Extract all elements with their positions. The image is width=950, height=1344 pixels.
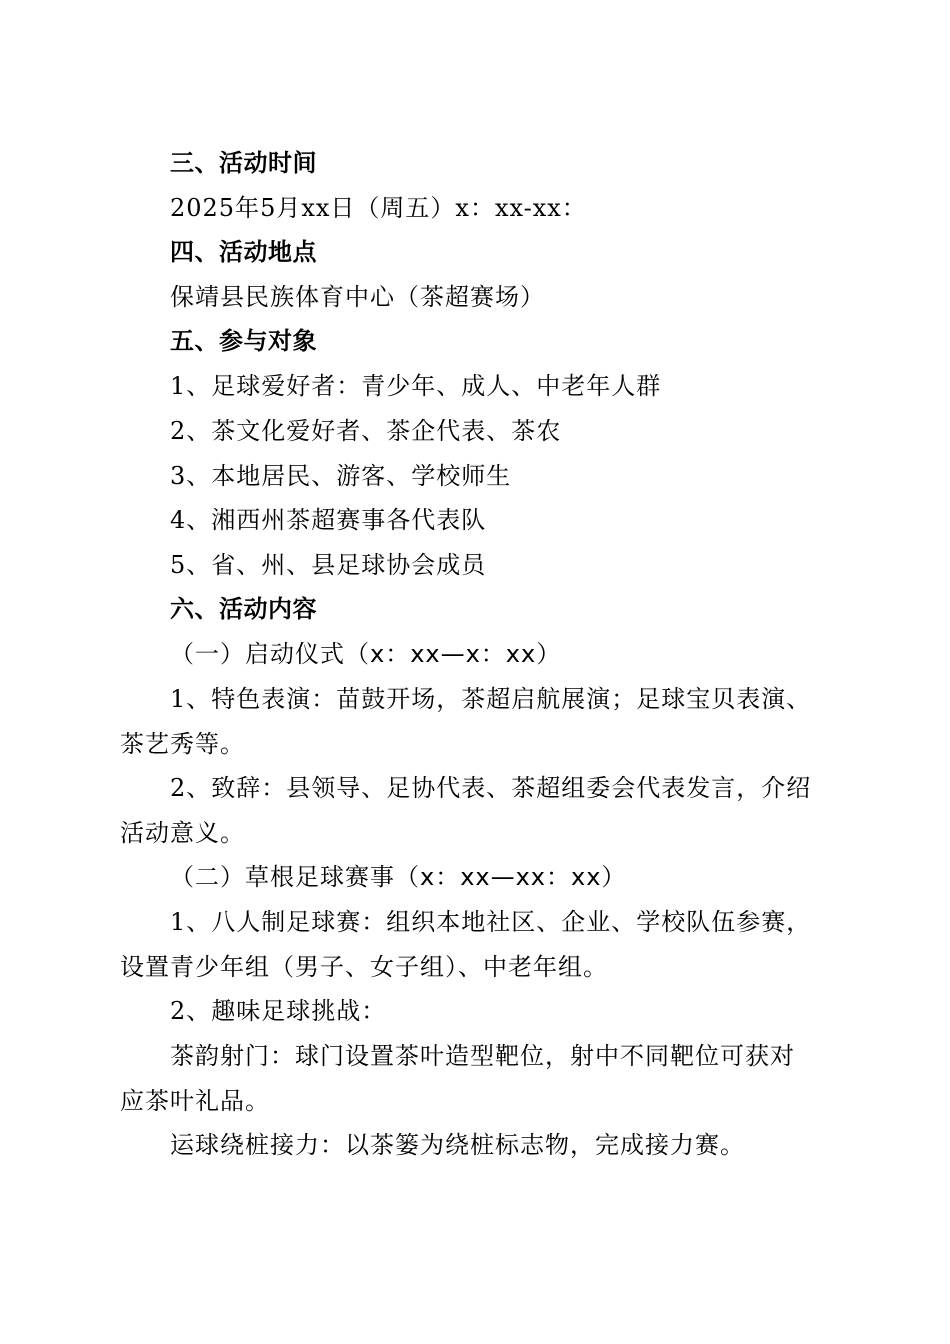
part-2-item-2: 2、趣味足球挑战： (170, 997, 387, 1025)
part-1-title: （一）启动仪式（x：xx—x：xx） (170, 640, 562, 668)
part-2-item-1-line-1: 1、八人制足球赛：组织本地社区、企业、学校队伍参赛， (170, 908, 812, 936)
participant-item: 2、茶文化爱好者、茶企代表、茶农 (170, 417, 562, 445)
section-4-body: 保靖县民族体育中心（茶超赛场） (170, 283, 545, 311)
participant-item: 4、湘西州茶超赛事各代表队 (170, 506, 487, 534)
participant-item: 1、足球爱好者：青少年、成人、中老年人群 (170, 372, 662, 400)
part-1-item-2-line-2: 活动意义。 (120, 819, 245, 847)
part-2-title: （二）草根足球赛事（x：xx—xx：xx） (170, 863, 627, 891)
part-1-item-2-line-1: 2、致辞：县领导、足协代表、茶超组委会代表发言，介绍 (170, 774, 812, 802)
challenge-1-line-1: 茶韵射门：球门设置茶叶造型靶位，射中不同靶位可获对 (170, 1042, 795, 1070)
challenge-1-line-2: 应茶叶礼品。 (120, 1087, 270, 1115)
section-3-title: 三、活动时间 (170, 149, 317, 177)
section-5-title: 五、参与对象 (170, 327, 317, 355)
participant-item: 5、省、州、县足球协会成员 (170, 551, 487, 579)
part-1-item-1-line-2: 茶艺秀等。 (120, 730, 245, 758)
challenge-2: 运球绕桩接力：以茶篓为绕桩标志物，完成接力赛。 (170, 1131, 745, 1159)
section-4-title: 四、活动地点 (170, 238, 317, 266)
part-2-item-1-line-2: 设置青少年组（男子、女子组）、中老年组。 (120, 953, 608, 981)
participant-item: 3、本地居民、游客、学校师生 (170, 462, 512, 490)
section-6-title: 六、活动内容 (170, 595, 317, 623)
section-3-body: 2025年5月xx日（周五）x：xx-xx： (170, 194, 587, 222)
part-1-item-1-line-1: 1、特色表演：苗鼓开场，茶超启航展演；足球宝贝表演、 (170, 685, 812, 713)
